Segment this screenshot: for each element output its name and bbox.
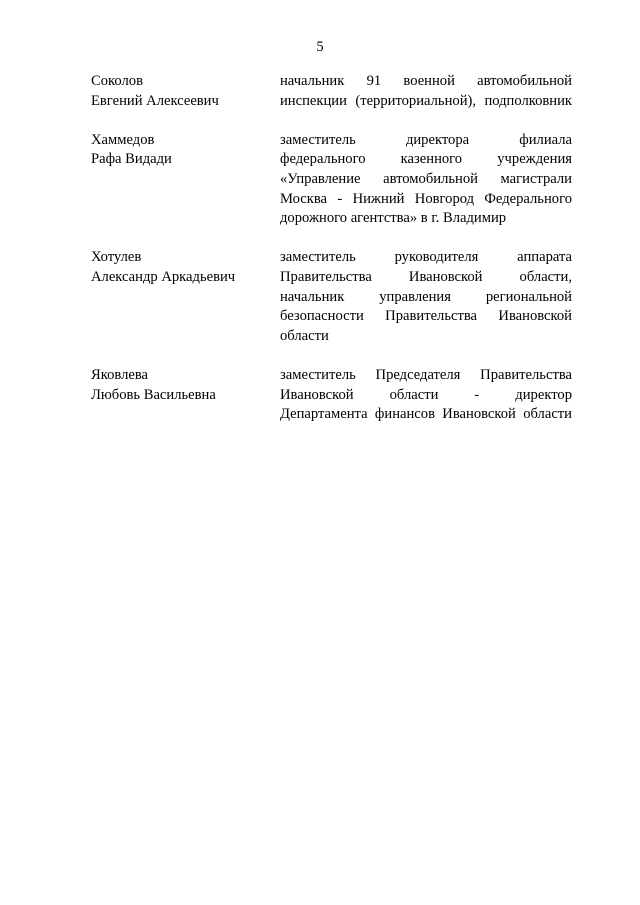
position-line: заместитель руководителя аппарата <box>280 249 572 266</box>
surname: Соколов <box>91 73 143 89</box>
position-line: заместитель Председателя Правительства <box>280 366 572 383</box>
position-line: Ивановской области - директор <box>280 386 572 403</box>
position-line: федерального казенного учреждения <box>280 151 572 168</box>
position-line: заместитель директора филиала <box>280 131 572 148</box>
position-line: Правительства Ивановской области, <box>280 268 572 285</box>
position-line: области <box>280 327 329 344</box>
surname: Яковлева <box>91 366 149 383</box>
list-item <box>91 72 572 111</box>
person-position <box>280 366 572 425</box>
position-line: дорожного агентства» в г. Владимир <box>280 210 507 227</box>
list-item <box>91 366 572 425</box>
personnel-list <box>91 72 572 444</box>
list-item <box>91 131 572 229</box>
position-line: «Управление автомобильной магистрали <box>280 170 572 187</box>
position-line: начальник управления региональной <box>280 288 572 305</box>
position-line: Департамента финансов Ивановской области <box>280 406 572 423</box>
surname: Хотулев <box>91 249 142 266</box>
given-names: Любовь Васильевна <box>91 386 216 403</box>
given-names: Александр Аркадьевич <box>91 268 236 285</box>
position-line: Москва - Нижний Новгород Федерального <box>280 190 572 207</box>
position-line: безопасности Правительства Ивановской <box>280 308 572 325</box>
person-position <box>280 131 572 229</box>
given-names: Евгений Алексеевич <box>91 92 219 109</box>
page-number: 5 <box>316 39 324 55</box>
person-position <box>280 72 572 111</box>
list-item <box>91 248 572 346</box>
position-line: начальник 91 военной автомобильной <box>280 73 572 89</box>
person-name <box>91 248 280 346</box>
given-names: Рафа Видади <box>91 151 172 168</box>
person-name <box>91 366 280 425</box>
person-name <box>91 131 280 229</box>
surname: Хаммедов <box>91 131 155 148</box>
person-position <box>280 248 572 346</box>
position-line: инспекции (территориальной), подполковник <box>280 92 572 109</box>
person-name <box>91 72 280 111</box>
